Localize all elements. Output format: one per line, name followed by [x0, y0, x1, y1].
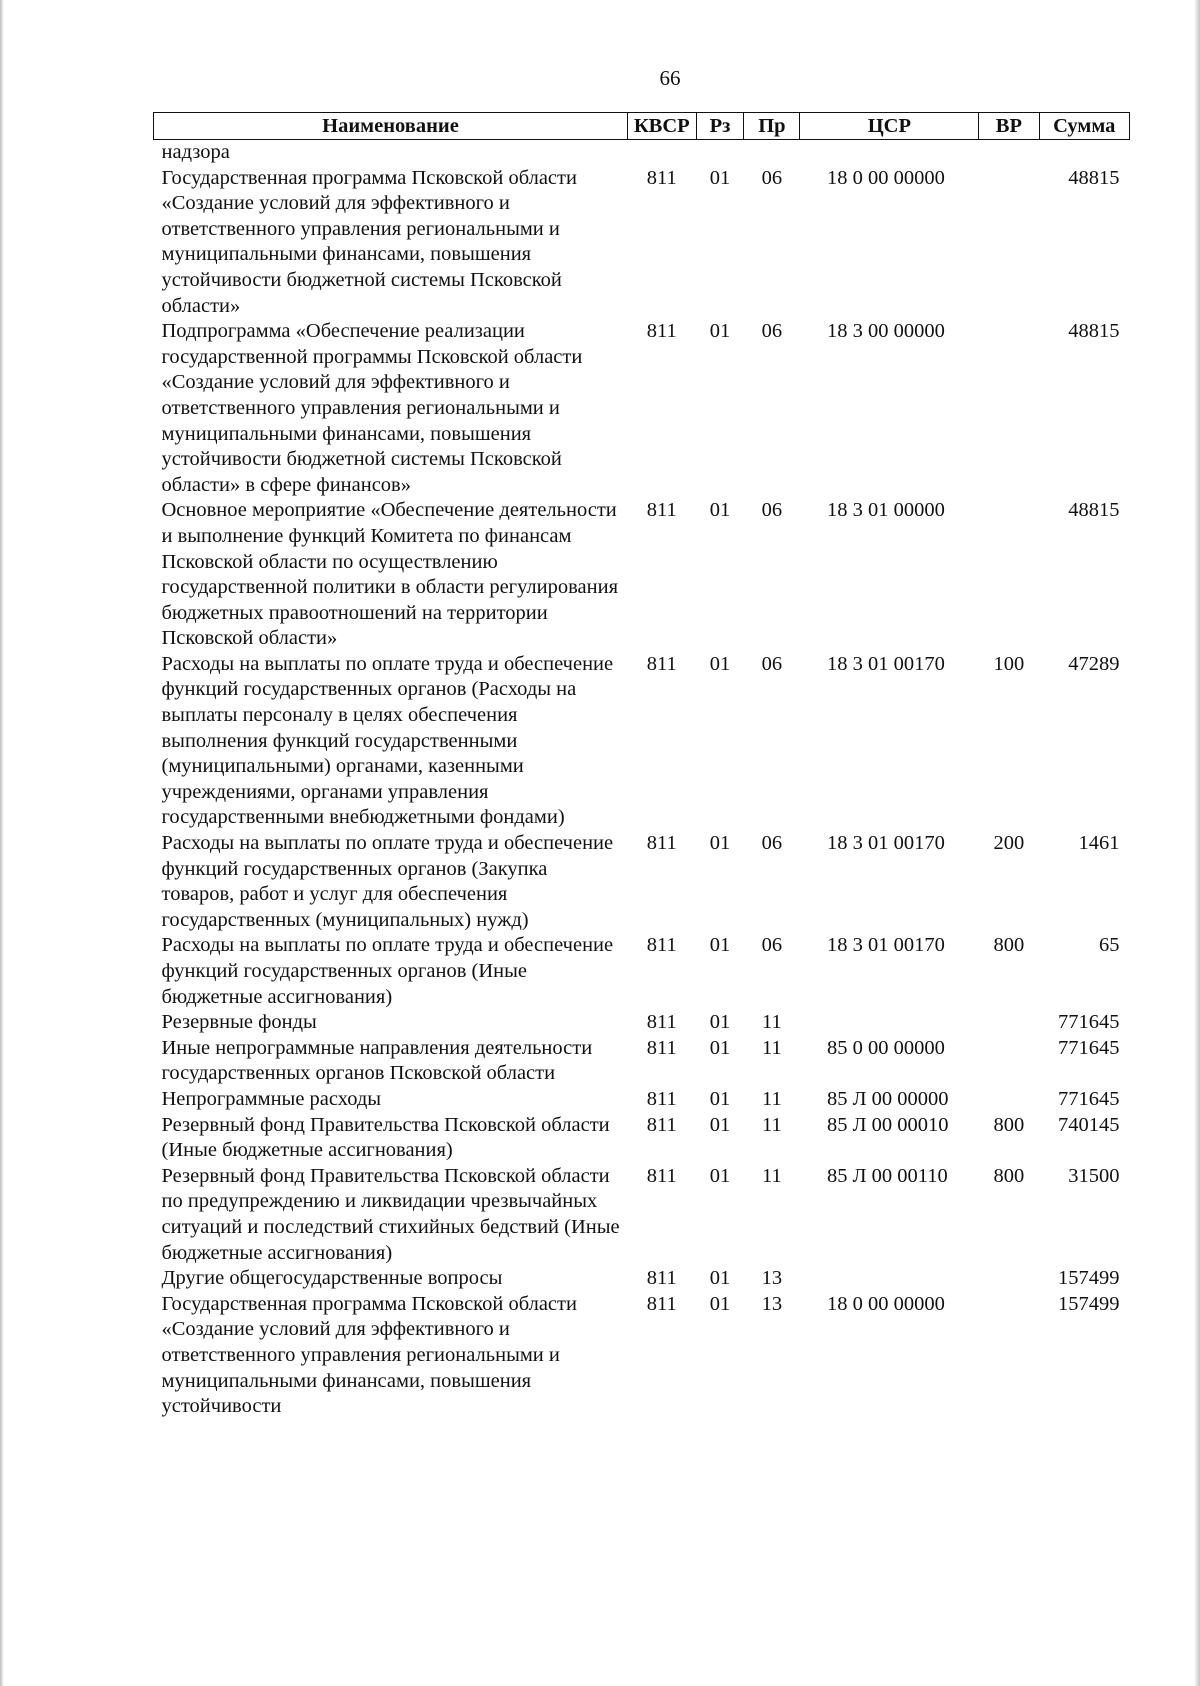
cell-name: Другие общегосударственные вопросы	[161, 1267, 503, 1290]
table-row	[154, 1164, 1130, 1266]
cell-sum: 48815	[1068, 320, 1120, 343]
cell-pr	[744, 140, 800, 166]
cell-rz: 01	[709, 1113, 731, 1136]
cell-sum	[1039, 140, 1129, 166]
cell-rz: 01	[709, 832, 731, 855]
cell-name: Государственная программа Псковской области «Создание условий для эффективного и ответственного управления региональными и муниципальными финансами, повышения устойчивости бюджетной системы Псковской области»	[161, 166, 577, 317]
cell-pr: 13	[761, 1267, 783, 1290]
header-kvsr: КВСР	[627, 113, 696, 140]
cell-kvsr: 811	[646, 1036, 677, 1059]
cell-csr: 85 Л 00 00010	[826, 1113, 949, 1136]
cell-rz: 01	[709, 1292, 731, 1315]
table-row	[154, 1113, 1130, 1164]
cell-pr: 13	[761, 1292, 783, 1315]
cell-name: Иные непрограммные направления деятельности государственных органов Псковской области	[161, 1036, 593, 1085]
header-pr: Пр	[744, 113, 800, 140]
cell-csr	[800, 140, 979, 166]
cell-name: Резервные фонды	[161, 1011, 317, 1034]
cell-kvsr: 811	[646, 1011, 677, 1034]
cell-vr: 800	[993, 1164, 1025, 1187]
table-row	[154, 1087, 1130, 1113]
cell-vr	[979, 1010, 1039, 1036]
cell-csr: 85 Л 00 00000	[826, 1087, 949, 1110]
cell-rz: 01	[709, 320, 731, 343]
header-row	[154, 113, 1130, 140]
cell-sum: 47289	[1068, 652, 1120, 675]
cell-kvsr: 811	[646, 934, 677, 957]
cell-kvsr: 811	[646, 1087, 677, 1110]
cell-sum: 1461	[1078, 832, 1120, 855]
cell-csr	[800, 1010, 979, 1036]
cell-rz: 01	[709, 1164, 731, 1187]
cell-vr	[979, 319, 1039, 498]
table-row	[154, 1266, 1130, 1292]
cell-csr: 85 Л 00 00110	[826, 1164, 948, 1187]
cell-kvsr: 811	[646, 1267, 677, 1290]
cell-rz: 01	[709, 1011, 731, 1034]
cell-kvsr: 811	[646, 499, 677, 522]
cell-csr: 85 0 00 00000	[826, 1036, 945, 1059]
budget-table	[153, 112, 1130, 1420]
cell-vr	[979, 140, 1039, 166]
cell-pr: 11	[762, 1087, 782, 1110]
cell-kvsr: 811	[646, 652, 677, 675]
cell-vr: 800	[993, 934, 1025, 957]
cell-vr	[979, 1036, 1039, 1087]
table-row	[154, 166, 1130, 320]
header-name: Наименование	[154, 113, 628, 140]
cell-rz: 01	[709, 652, 731, 675]
cell-csr: 18 3 01 00170	[826, 934, 945, 957]
cell-kvsr: 811	[646, 1292, 677, 1315]
cell-csr: 18 0 00 00000	[826, 166, 945, 189]
cell-pr: 11	[762, 1036, 782, 1059]
cell-name: Непрограммные расходы	[161, 1087, 382, 1110]
cell-pr: 06	[761, 166, 783, 189]
cell-name: Резервный фонд Правительства Псковской области (Иные бюджетные ассигнования)	[161, 1113, 610, 1162]
cell-sum: 157499	[1058, 1292, 1120, 1315]
cell-vr: 800	[993, 1113, 1025, 1136]
cell-csr: 18 3 01 00000	[826, 499, 945, 522]
scan-edge-left	[0, 0, 4, 1686]
cell-pr: 06	[761, 832, 783, 855]
cell-rz: 01	[709, 1267, 731, 1290]
cell-csr: 18 3 00 00000	[826, 320, 945, 343]
page-number: 66	[659, 66, 681, 90]
cell-pr: 11	[762, 1164, 782, 1187]
cell-pr: 06	[761, 320, 783, 343]
table-row	[154, 831, 1130, 933]
cell-csr: 18 3 01 00170	[826, 832, 945, 855]
cell-sum: 771645	[1058, 1036, 1120, 1059]
cell-name: Государственная программа Псковской области «Создание условий для эффективного и ответственного управления региональными и муниципальными финансами, повышения устойчивости	[161, 1292, 577, 1418]
cell-pr: 11	[762, 1011, 782, 1034]
cell-csr	[800, 1266, 979, 1292]
table-row	[154, 1010, 1130, 1036]
header-vr: ВР	[979, 113, 1039, 140]
table-body	[154, 140, 1130, 1420]
cell-vr	[979, 1292, 1039, 1420]
cell-rz: 01	[709, 166, 731, 189]
table-row	[154, 933, 1130, 1010]
cell-sum: 31500	[1068, 1164, 1120, 1187]
cell-rz	[696, 140, 744, 166]
cell-sum: 65	[1099, 934, 1120, 957]
cell-rz: 01	[709, 1087, 731, 1110]
table-row	[154, 498, 1130, 652]
cell-csr: 18 3 01 00170	[826, 652, 945, 675]
cell-name: Расходы на выплаты по оплате труда и обеспечение функций государственных органов (Расходы на выплаты персоналу в целях обеспечения выполнения функций государственными (муниципальными) органами, казенными учреждениями, органами управления государственными внебюджетными фондами)	[161, 652, 614, 829]
cell-name: Подпрограмма «Обеспечение реализации государственной программы Псковской области «Создание условий для эффективного и ответственного управления региональными и муниципальными финансами, повышения устойчивости бюджетной системы Псковской области» в сфере финансов»	[161, 320, 583, 496]
cell-pr: 11	[762, 1113, 782, 1136]
cell-kvsr: 811	[646, 320, 677, 343]
scan-edge-right	[1194, 0, 1200, 1686]
cell-kvsr: 811	[646, 832, 677, 855]
cell-kvsr: 811	[646, 1164, 677, 1187]
cell-pr: 06	[761, 499, 783, 522]
table-row	[154, 1036, 1130, 1087]
header-csr: ЦСР	[800, 113, 979, 140]
cell-name: Расходы на выплаты по оплате труда и обеспечение функций государственных органов (Иные бюджетные ассигнования)	[161, 934, 614, 1008]
cell-pr: 06	[761, 652, 783, 675]
cell-sum: 48815	[1068, 166, 1120, 189]
cell-name: Расходы на выплаты по оплате труда и обеспечение функций государственных органов (Закупка товаров, работ и услуг для обеспечения государственных (муниципальных) нужд)	[161, 832, 614, 931]
cell-kvsr: 811	[646, 166, 677, 189]
cell-sum: 771645	[1058, 1087, 1120, 1110]
table-row	[154, 140, 1130, 166]
cell-name: Резервный фонд Правительства Псковской области по предупреждению и ликвидации чрезвычайных ситуаций и последствий стихийных бедствий (Иные бюджетные ассигнования)	[161, 1164, 620, 1264]
header-rz: Рз	[696, 113, 744, 140]
header-sum: Сумма	[1039, 113, 1129, 140]
cell-sum: 48815	[1068, 499, 1120, 522]
table-row	[154, 319, 1130, 498]
table-row	[154, 652, 1130, 831]
table-header	[154, 113, 1130, 140]
cell-vr: 200	[993, 832, 1025, 855]
cell-sum: 157499	[1058, 1267, 1120, 1290]
cell-vr	[979, 498, 1039, 652]
cell-rz: 01	[709, 1036, 731, 1059]
cell-csr: 18 0 00 00000	[826, 1292, 945, 1315]
cell-rz: 01	[709, 934, 731, 957]
cell-kvsr	[627, 140, 696, 166]
cell-vr	[979, 1087, 1039, 1113]
cell-sum: 740145	[1058, 1113, 1120, 1136]
cell-vr: 100	[993, 652, 1025, 675]
cell-name: надзора	[161, 141, 230, 163]
cell-sum: 771645	[1058, 1011, 1120, 1034]
cell-name: Основное мероприятие «Обеспечение деятельности и выполнение функций Комитета по финансам Псковской области по осуществлению государственной политики в области регулирования бюджетных правоотношений на территории Псковской области»	[161, 499, 619, 650]
cell-vr	[979, 1266, 1039, 1292]
cell-pr: 06	[761, 934, 783, 957]
cell-rz: 01	[709, 499, 731, 522]
table-row	[154, 1292, 1130, 1420]
cell-kvsr: 811	[646, 1113, 677, 1136]
cell-vr	[979, 166, 1039, 320]
